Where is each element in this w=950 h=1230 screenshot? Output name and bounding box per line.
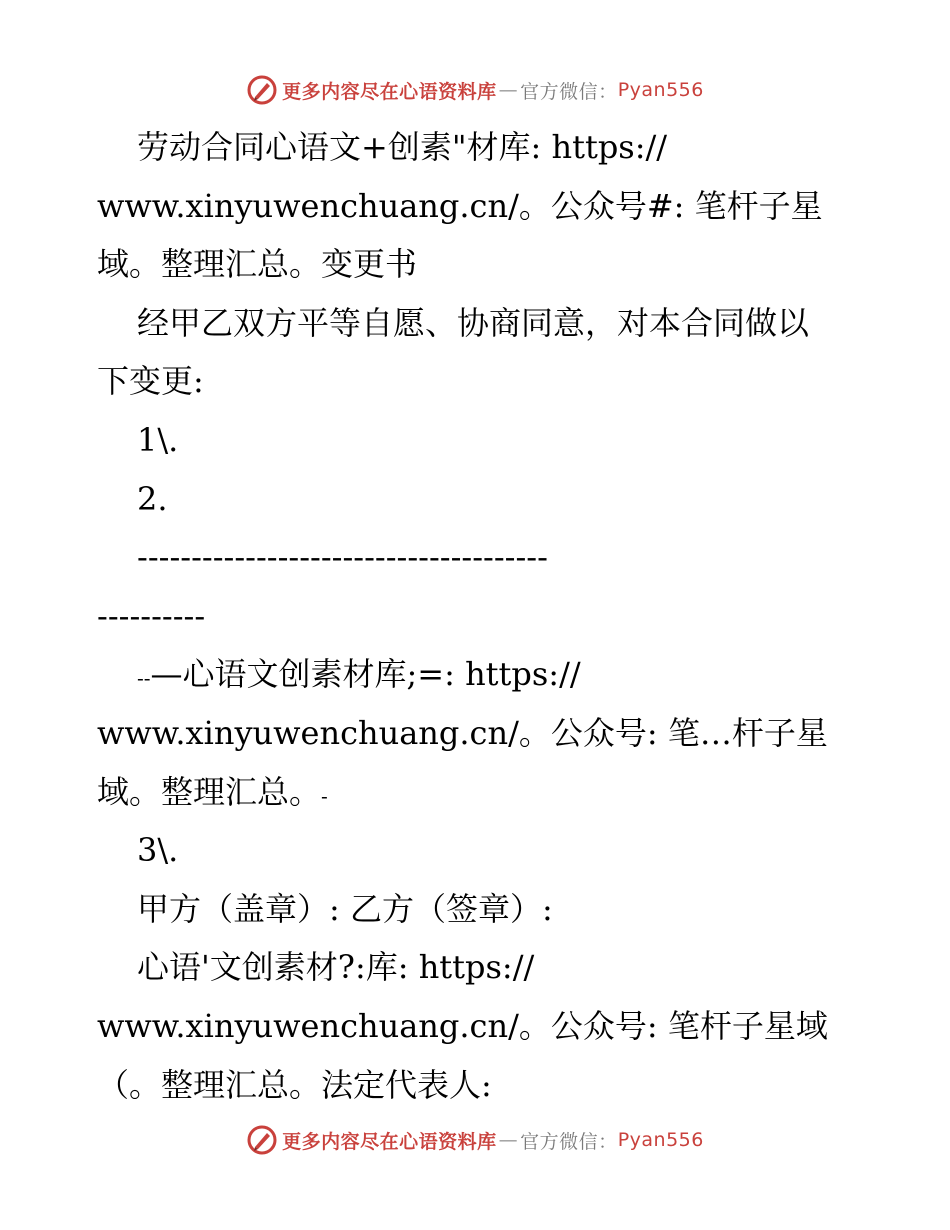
doc-line [97, 645, 857, 704]
doc-line-text: —心语文创素材库;=: https:// [150, 655, 581, 694]
doc-line: 域。整理汇总。变更书 [97, 245, 418, 284]
doc-line: 心语'文创素材?:库: https:// [137, 948, 535, 987]
banner-handle: Pyan556 [617, 1129, 704, 1151]
footer-banner [0, 1120, 950, 1160]
doc-line: （。整理汇总。法定代表人: [97, 1065, 492, 1104]
doc-line: 1\. [137, 420, 179, 459]
header-banner [0, 70, 950, 110]
pen-circle-logo-icon [246, 74, 278, 106]
doc-line: 经甲乙双方平等自愿、协商同意，对本合同做以 [137, 303, 810, 342]
doc-line: www.xinyuwenchuang.cn/。公众号#: 笔杆子星 [97, 186, 823, 225]
banner-official-text: 官方微信： [520, 1130, 618, 1153]
banner-main-text: 更多内容尽在心语资料库 [282, 80, 497, 103]
pen-circle-logo-icon [246, 1124, 278, 1156]
doc-line: 劳动合同心语文+创素"材库: https:// [137, 128, 668, 166]
doc-line [97, 763, 857, 822]
banner-handle: Pyan556 [617, 79, 704, 101]
banner-main-text: 更多内容尽在心语资料库 [282, 1130, 497, 1153]
banner-official-text: 官方微信： [520, 80, 618, 103]
doc-small-lead: -- [137, 666, 151, 691]
doc-divider-line: ---------- [97, 596, 206, 635]
doc-signature-line: 甲方（盖章）: 乙方（签章）: [137, 889, 553, 928]
document-body [97, 118, 857, 1114]
banner-dash: — [498, 79, 519, 101]
doc-divider-line: -------------------------------------- [137, 538, 548, 577]
doc-line-text: 域。整理汇总。 [97, 772, 322, 811]
doc-line: 3\. [137, 831, 179, 870]
doc-line: www.xinyuwenchuang.cn/。公众号: 笔杆子星域 [97, 1006, 828, 1045]
banner-dash: — [498, 1129, 519, 1151]
doc-line: 下变更: [97, 362, 204, 401]
doc-small-tail: - [321, 783, 328, 808]
doc-line: 2. [137, 479, 168, 518]
doc-line: www.xinyuwenchuang.cn/。公众号: 笔…杆子星 [97, 713, 828, 752]
